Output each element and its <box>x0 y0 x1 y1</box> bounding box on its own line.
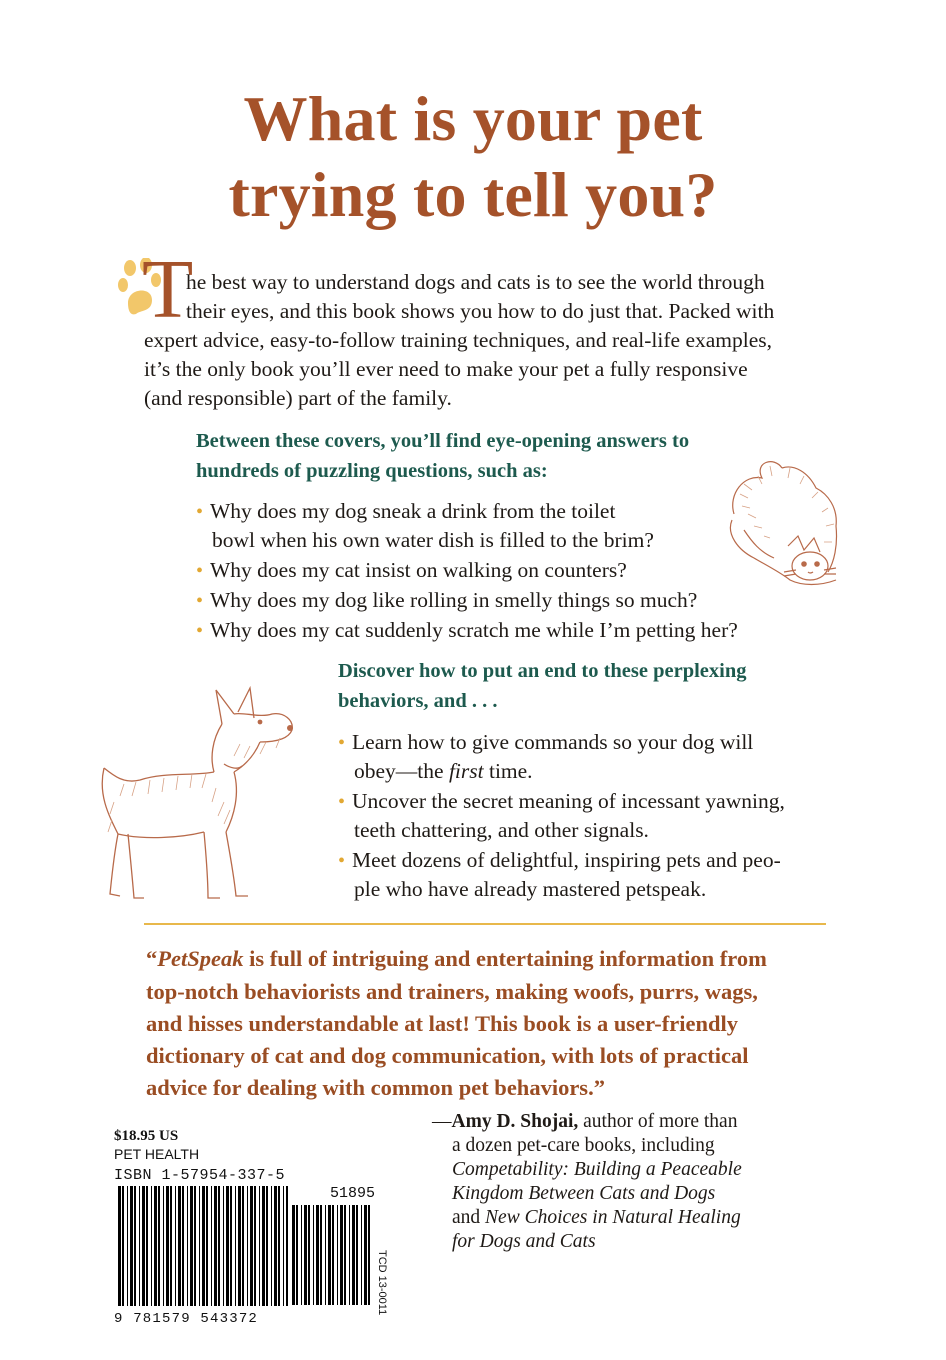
bullet-dot-icon: • <box>196 560 204 582</box>
headline-line-1: What is your pet <box>243 83 703 154</box>
section2-lead-line: behaviors, and . . . <box>338 690 498 712</box>
bullet-dot-icon: • <box>196 590 204 612</box>
section2-bullet-continuation: ple who have already mastered petspeak. <box>354 877 707 901</box>
divider-rule <box>144 923 826 925</box>
intro-line: he best way to understand dogs and cats is to see the world through <box>186 270 765 294</box>
section2-bullet-continuation: teeth chattering, and other signals. <box>354 818 649 842</box>
quote-book-title: PetSpeak <box>157 946 244 971</box>
drop-cap-letter: T <box>142 243 194 336</box>
bullet-text: obey—the <box>354 759 449 783</box>
bullet-text: Why does my dog like rolling in smelly things so much? <box>210 588 698 612</box>
ean-digits-label: 9 781579 543372 <box>114 1311 259 1327</box>
attribution-book-title: New Choices in Natural Healing <box>485 1207 741 1228</box>
quote-line: advice for dealing with common pet behaviors.” <box>146 1075 605 1100</box>
section1-bullet <box>196 497 615 527</box>
headline-line-2: trying to tell you? <box>228 159 718 230</box>
bullet-text: Meet dozens of delightful, inspiring pets and peo- <box>352 848 781 872</box>
quote-text: is full of intriguing and entertaining information from <box>243 946 767 971</box>
section1-lead-line: Between these covers, you’ll find eye-opening answers to <box>196 430 690 452</box>
intro-line: it’s the only book you’ll ever need to make your pet a fully responsive <box>144 357 748 381</box>
category-label: PET HEALTH <box>114 1146 200 1162</box>
bullet-text: Uncover the secret meaning of incessant yawning, <box>352 789 785 813</box>
bullet-dot-icon: • <box>196 501 204 523</box>
section1-bullet <box>196 616 738 646</box>
dog-illustration <box>84 684 304 916</box>
quote-line <box>146 943 767 975</box>
addon-code-label: 51895 <box>330 1185 376 1202</box>
attribution-text: author of more than <box>578 1111 738 1132</box>
attribution-text: and <box>452 1207 486 1228</box>
attribution-line <box>432 1110 737 1134</box>
bullet-text: Why does my cat suddenly scratch me while I’m petting her? <box>210 618 738 642</box>
quote-open-mark: “ <box>146 946 158 971</box>
attribution-line: a dozen pet-care books, including <box>452 1135 715 1156</box>
bullet-text: Why does my cat insist on walking on counters? <box>210 558 627 582</box>
tcd-code-label: TCD 13-0011 <box>376 1250 388 1316</box>
attribution-book-title: Kingdom Between Cats and Dogs <box>452 1183 716 1204</box>
attribution-book-title: for Dogs and Cats <box>452 1231 596 1252</box>
section1-bullet-continuation: bowl when his own water dish is filled to the brim? <box>212 528 654 552</box>
section2-bullet <box>338 728 753 758</box>
section2-bullet <box>338 846 781 876</box>
attribution-line <box>452 1206 741 1230</box>
barcode-addon-image <box>292 1205 372 1305</box>
bullet-dot-icon: • <box>196 620 204 642</box>
bullet-dot-icon: • <box>338 850 346 872</box>
section2-bullet-continuation <box>354 757 533 786</box>
price-label: $18.95 US <box>114 1128 179 1144</box>
section1-bullet <box>196 586 697 616</box>
bullet-dot-icon: • <box>338 791 346 813</box>
attribution-author: Amy D. Shojai, <box>451 1111 579 1132</box>
bullet-dot-icon: • <box>338 732 346 754</box>
intro-line: (and responsible) part of the family. <box>144 386 452 410</box>
section2-lead-line: Discover how to put an end to these perplexing <box>338 660 747 682</box>
bullet-emphasis: first <box>448 759 484 783</box>
attribution-book-title: Competability: Building a Peaceable <box>452 1159 742 1180</box>
cat-illustration <box>724 454 844 594</box>
quote-line: top-notch behaviorists and trainers, making woofs, purrs, wags, <box>146 979 758 1004</box>
isbn-label: ISBN 1-57954-337-5 <box>114 1167 286 1184</box>
section2-bullet <box>338 787 785 817</box>
quote-line: dictionary of cat and dog communication, with lots of practical <box>146 1043 749 1068</box>
barcode-image <box>118 1186 288 1306</box>
intro-line: their eyes, and this book shows you how to do just that. Packed with <box>186 299 775 323</box>
intro-line: expert advice, easy-to-follow training techniques, and real-life examples, <box>144 328 773 352</box>
bullet-text: time. <box>483 759 533 783</box>
attribution-dash: — <box>432 1111 452 1132</box>
section1-bullet <box>196 556 627 586</box>
quote-line: and hisses understandable at last! This book is a user-friendly <box>146 1011 738 1036</box>
bullet-text: Why does my dog sneak a drink from the toilet <box>210 499 616 523</box>
bullet-text: Learn how to give commands so your dog will <box>352 730 754 754</box>
section1-lead-line: hundreds of puzzling questions, such as: <box>196 460 548 482</box>
